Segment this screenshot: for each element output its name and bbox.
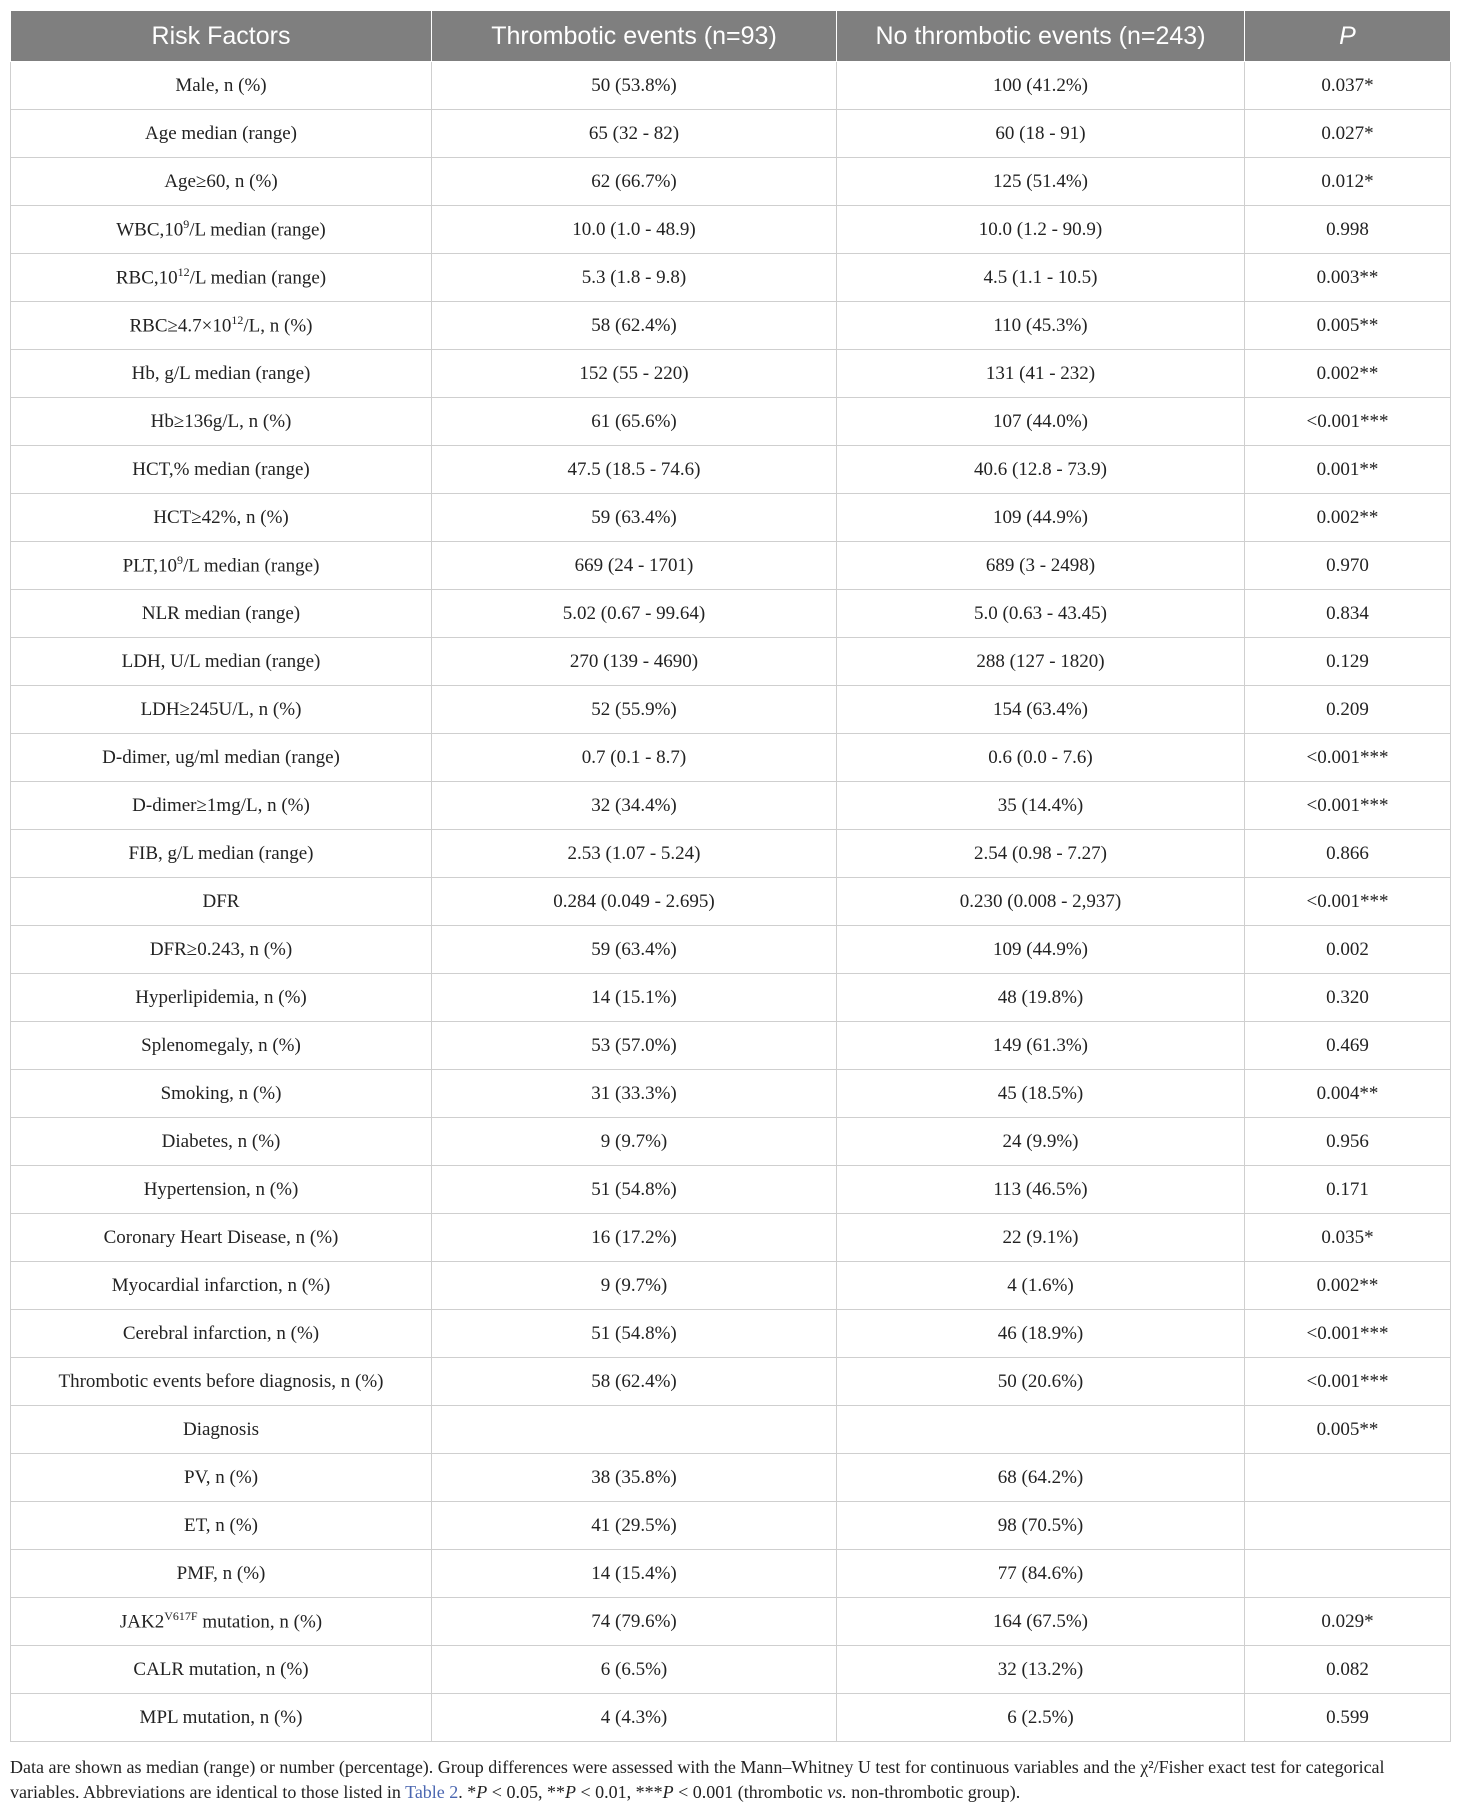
risk-factor-label-tail: /L median (range) bbox=[189, 219, 326, 241]
cell-p-value: <0.001*** bbox=[1245, 1358, 1451, 1406]
cell-no-thrombotic: 164 (67.5%) bbox=[837, 1598, 1245, 1646]
risk-factor-label: Hypertension, n (%) bbox=[143, 1178, 299, 1200]
table-row bbox=[11, 1406, 1451, 1454]
table-row bbox=[11, 1262, 1451, 1310]
cell-risk-factor bbox=[11, 542, 432, 590]
cell-no-thrombotic: 4 (1.6%) bbox=[837, 1262, 1245, 1310]
risk-factor-label: D-dimer≥1mg/L, n (%) bbox=[132, 794, 310, 816]
table-body bbox=[11, 62, 1451, 1742]
risk-factor-label: HCT≥42%, n (%) bbox=[153, 506, 289, 528]
risk-factor-label-tail: mutation, n (%) bbox=[197, 1611, 323, 1633]
table-row bbox=[11, 830, 1451, 878]
cell-no-thrombotic: 98 (70.5%) bbox=[837, 1502, 1245, 1550]
table-row bbox=[11, 206, 1451, 254]
cell-risk-factor bbox=[11, 1310, 432, 1358]
cell-risk-factor bbox=[11, 1694, 432, 1742]
risk-factor-label: Hyperlipidemia, n (%) bbox=[135, 986, 307, 1008]
cell-p-value: 0.998 bbox=[1245, 206, 1451, 254]
risk-factor-superscript: V617F bbox=[164, 1609, 198, 1624]
table-header-row bbox=[11, 11, 1451, 62]
cell-p-value: 0.037* bbox=[1245, 62, 1451, 110]
cell-thrombotic: 58 (62.4%) bbox=[432, 302, 837, 350]
cell-no-thrombotic: 45 (18.5%) bbox=[837, 1070, 1245, 1118]
cell-p-value: <0.001*** bbox=[1245, 398, 1451, 446]
cell-p-value: 0.002** bbox=[1245, 1262, 1451, 1310]
cell-thrombotic: 47.5 (18.5 - 74.6) bbox=[432, 446, 837, 494]
cell-risk-factor bbox=[11, 62, 432, 110]
risk-factor-label: LDH≥245U/L, n (%) bbox=[140, 698, 302, 720]
cell-risk-factor bbox=[11, 398, 432, 446]
risk-factor-label-tail: /L, n (%) bbox=[243, 315, 313, 337]
cell-thrombotic: 51 (54.8%) bbox=[432, 1166, 837, 1214]
cell-risk-factor bbox=[11, 1262, 432, 1310]
cell-p-value: 0.129 bbox=[1245, 638, 1451, 686]
cell-thrombotic: 50 (53.8%) bbox=[432, 62, 837, 110]
cell-no-thrombotic: 288 (127 - 1820) bbox=[837, 638, 1245, 686]
table-2-link[interactable]: Table 2 bbox=[405, 1782, 459, 1802]
cell-risk-factor bbox=[11, 1022, 432, 1070]
table-row bbox=[11, 254, 1451, 302]
risk-factor-label: Diabetes, n (%) bbox=[161, 1130, 281, 1152]
cell-no-thrombotic: 4.5 (1.1 - 10.5) bbox=[837, 254, 1245, 302]
cell-thrombotic: 16 (17.2%) bbox=[432, 1214, 837, 1262]
cell-p-value: 0.001** bbox=[1245, 446, 1451, 494]
risk-factor-label-tail: /L median (range) bbox=[189, 267, 327, 289]
risk-factor-label: NLR median (range) bbox=[141, 602, 301, 624]
cell-no-thrombotic: 0.230 (0.008 - 2,937) bbox=[837, 878, 1245, 926]
cell-no-thrombotic: 60 (18 - 91) bbox=[837, 110, 1245, 158]
footnote-text: non-thrombotic group). bbox=[846, 1782, 1021, 1802]
risk-factor-label: Myocardial infarction, n (%) bbox=[111, 1274, 331, 1296]
risk-factor-superscript: 9 bbox=[183, 217, 190, 232]
cell-p-value: 0.970 bbox=[1245, 542, 1451, 590]
risk-factor-label: DFR≥0.243, n (%) bbox=[149, 938, 293, 960]
cell-no-thrombotic: 149 (61.3%) bbox=[837, 1022, 1245, 1070]
table-row bbox=[11, 638, 1451, 686]
cell-risk-factor bbox=[11, 1454, 432, 1502]
cell-no-thrombotic: 24 (9.9%) bbox=[837, 1118, 1245, 1166]
table-row bbox=[11, 1454, 1451, 1502]
risk-factor-label: DFR bbox=[202, 890, 240, 912]
cell-thrombotic: 51 (54.8%) bbox=[432, 1310, 837, 1358]
cell-no-thrombotic: 32 (13.2%) bbox=[837, 1646, 1245, 1694]
risk-factor-label: Hb, g/L median (range) bbox=[131, 362, 311, 384]
cell-p-value: 0.004** bbox=[1245, 1070, 1451, 1118]
footnote-p-symbol: P bbox=[564, 1782, 576, 1802]
risk-factor-label: PV, n (%) bbox=[183, 1466, 259, 1488]
risk-factor-label: LDH, U/L median (range) bbox=[121, 650, 321, 672]
cell-thrombotic: 32 (34.4%) bbox=[432, 782, 837, 830]
cell-thrombotic: 58 (62.4%) bbox=[432, 1358, 837, 1406]
header-no-thrombotic: No thrombotic events (n=243) bbox=[837, 11, 1245, 62]
risk-factor-label: Splenomegaly, n (%) bbox=[141, 1034, 301, 1056]
risk-factor-label-tail: /L median (range) bbox=[182, 555, 320, 577]
cell-risk-factor bbox=[11, 254, 432, 302]
cell-risk-factor bbox=[11, 1118, 432, 1166]
cell-no-thrombotic: 50 (20.6%) bbox=[837, 1358, 1245, 1406]
footnote-text: Data are shown as median (range) or number (percentage). Group differences were assessed with the Mann–Whitney U test for continuous variables and the χ²/Fisher exact test for categorical variables. Abbreviations are identical to those listed in bbox=[10, 1757, 1385, 1802]
footnote-vs: vs. bbox=[827, 1782, 847, 1802]
cell-thrombotic: 53 (57.0%) bbox=[432, 1022, 837, 1070]
table-footnote bbox=[10, 1755, 1450, 1805]
table-row bbox=[11, 1502, 1451, 1550]
risk-factor-label: RBC,10 bbox=[115, 267, 178, 289]
cell-no-thrombotic: 113 (46.5%) bbox=[837, 1166, 1245, 1214]
risk-factor-label: ET, n (%) bbox=[183, 1514, 259, 1536]
header-risk-factors: Risk Factors bbox=[11, 11, 432, 62]
table-row bbox=[11, 1598, 1451, 1646]
cell-p-value: 0.469 bbox=[1245, 1022, 1451, 1070]
cell-thrombotic: 14 (15.4%) bbox=[432, 1550, 837, 1598]
cell-risk-factor bbox=[11, 1598, 432, 1646]
table-row bbox=[11, 350, 1451, 398]
cell-no-thrombotic: 46 (18.9%) bbox=[837, 1310, 1245, 1358]
cell-no-thrombotic: 107 (44.0%) bbox=[837, 398, 1245, 446]
cell-p-value bbox=[1245, 1502, 1451, 1550]
cell-risk-factor bbox=[11, 1502, 432, 1550]
cell-risk-factor bbox=[11, 110, 432, 158]
cell-thrombotic: 5.3 (1.8 - 9.8) bbox=[432, 254, 837, 302]
header-thrombotic: Thrombotic events (n=93) bbox=[432, 11, 837, 62]
cell-thrombotic: 62 (66.7%) bbox=[432, 158, 837, 206]
cell-no-thrombotic: 0.6 (0.0 - 7.6) bbox=[837, 734, 1245, 782]
cell-no-thrombotic: 48 (19.8%) bbox=[837, 974, 1245, 1022]
footnote-text: . * bbox=[458, 1782, 477, 1802]
cell-thrombotic: 2.53 (1.07 - 5.24) bbox=[432, 830, 837, 878]
footnote-text: < 0.05, ** bbox=[487, 1782, 565, 1802]
cell-risk-factor bbox=[11, 974, 432, 1022]
cell-thrombotic: 14 (15.1%) bbox=[432, 974, 837, 1022]
footnote-p-symbol: P bbox=[476, 1782, 488, 1802]
cell-risk-factor bbox=[11, 590, 432, 638]
cell-risk-factor bbox=[11, 494, 432, 542]
risk-factor-superscript: 12 bbox=[177, 265, 190, 280]
risk-factor-label: MPL mutation, n (%) bbox=[139, 1706, 303, 1728]
cell-p-value: 0.005** bbox=[1245, 302, 1451, 350]
cell-thrombotic: 74 (79.6%) bbox=[432, 1598, 837, 1646]
footnote-text: < 0.01, *** bbox=[575, 1782, 663, 1802]
cell-no-thrombotic: 109 (44.9%) bbox=[837, 494, 1245, 542]
cell-no-thrombotic: 689 (3 - 2498) bbox=[837, 542, 1245, 590]
cell-thrombotic: 52 (55.9%) bbox=[432, 686, 837, 734]
cell-no-thrombotic: 154 (63.4%) bbox=[837, 686, 1245, 734]
cell-risk-factor bbox=[11, 206, 432, 254]
risk-factor-label: Age median (range) bbox=[145, 122, 297, 144]
cell-no-thrombotic: 2.54 (0.98 - 7.27) bbox=[837, 830, 1245, 878]
cell-no-thrombotic: 110 (45.3%) bbox=[837, 302, 1245, 350]
cell-risk-factor bbox=[11, 1070, 432, 1118]
cell-risk-factor bbox=[11, 686, 432, 734]
cell-risk-factor bbox=[11, 1646, 432, 1694]
cell-no-thrombotic: 35 (14.4%) bbox=[837, 782, 1245, 830]
risk-factor-label: CALR mutation, n (%) bbox=[133, 1658, 309, 1680]
cell-risk-factor bbox=[11, 1406, 432, 1454]
cell-p-value: 0.956 bbox=[1245, 1118, 1451, 1166]
cell-risk-factor bbox=[11, 1550, 432, 1598]
cell-thrombotic: 9 (9.7%) bbox=[432, 1118, 837, 1166]
cell-p-value: <0.001*** bbox=[1245, 1310, 1451, 1358]
cell-p-value: 0.171 bbox=[1245, 1166, 1451, 1214]
risk-factor-label: Smoking, n (%) bbox=[160, 1082, 282, 1104]
cell-thrombotic: 0.284 (0.049 - 2.695) bbox=[432, 878, 837, 926]
cell-no-thrombotic: 125 (51.4%) bbox=[837, 158, 1245, 206]
risk-factor-label: Coronary Heart Disease, n (%) bbox=[103, 1226, 339, 1248]
cell-p-value: 0.035* bbox=[1245, 1214, 1451, 1262]
cell-thrombotic: 59 (63.4%) bbox=[432, 494, 837, 542]
cell-p-value: <0.001*** bbox=[1245, 734, 1451, 782]
cell-thrombotic: 4 (4.3%) bbox=[432, 1694, 837, 1742]
cell-no-thrombotic: 68 (64.2%) bbox=[837, 1454, 1245, 1502]
table-row bbox=[11, 1118, 1451, 1166]
table-row bbox=[11, 110, 1451, 158]
cell-p-value: 0.002** bbox=[1245, 350, 1451, 398]
cell-risk-factor bbox=[11, 350, 432, 398]
cell-thrombotic: 65 (32 - 82) bbox=[432, 110, 837, 158]
footnote-text: < 0.001 (thrombotic bbox=[673, 1782, 828, 1802]
cell-no-thrombotic bbox=[837, 1406, 1245, 1454]
cell-thrombotic: 38 (35.8%) bbox=[432, 1454, 837, 1502]
table-row bbox=[11, 62, 1451, 110]
table-row bbox=[11, 1358, 1451, 1406]
cell-risk-factor bbox=[11, 1214, 432, 1262]
data-table-container bbox=[10, 10, 1450, 1742]
risk-factor-label: Diagnosis bbox=[183, 1418, 259, 1440]
table-row bbox=[11, 398, 1451, 446]
table-row bbox=[11, 1070, 1451, 1118]
risk-factor-label: RBC≥4.7×10 bbox=[129, 315, 232, 337]
cell-p-value bbox=[1245, 1550, 1451, 1598]
cell-risk-factor bbox=[11, 878, 432, 926]
table-row bbox=[11, 1646, 1451, 1694]
cell-p-value: 0.005** bbox=[1245, 1406, 1451, 1454]
cell-thrombotic: 41 (29.5%) bbox=[432, 1502, 837, 1550]
cell-p-value: 0.002** bbox=[1245, 494, 1451, 542]
cell-p-value: 0.027* bbox=[1245, 110, 1451, 158]
cell-p-value: 0.002 bbox=[1245, 926, 1451, 974]
table-row bbox=[11, 542, 1451, 590]
cell-thrombotic: 10.0 (1.0 - 48.9) bbox=[432, 206, 837, 254]
risk-factor-label: Male, n (%) bbox=[175, 74, 267, 96]
table-row bbox=[11, 686, 1451, 734]
cell-p-value: <0.001*** bbox=[1245, 782, 1451, 830]
header-p-value: P bbox=[1245, 11, 1451, 62]
risk-factor-label: HCT,% median (range) bbox=[132, 458, 310, 480]
cell-p-value: 0.599 bbox=[1245, 1694, 1451, 1742]
cell-risk-factor bbox=[11, 830, 432, 878]
cell-risk-factor bbox=[11, 446, 432, 494]
table-row bbox=[11, 1214, 1451, 1262]
cell-p-value: 0.029* bbox=[1245, 1598, 1451, 1646]
risk-factor-label: PLT,10 bbox=[122, 555, 177, 577]
cell-thrombotic: 5.02 (0.67 - 99.64) bbox=[432, 590, 837, 638]
risk-factor-superscript: 9 bbox=[176, 553, 183, 568]
cell-no-thrombotic: 10.0 (1.2 - 90.9) bbox=[837, 206, 1245, 254]
risk-factor-label: Hb≥136g/L, n (%) bbox=[150, 410, 292, 432]
cell-no-thrombotic: 6 (2.5%) bbox=[837, 1694, 1245, 1742]
cell-no-thrombotic: 109 (44.9%) bbox=[837, 926, 1245, 974]
cell-p-value: 0.320 bbox=[1245, 974, 1451, 1022]
risk-factor-superscript: 12 bbox=[231, 313, 244, 328]
table-row bbox=[11, 590, 1451, 638]
cell-risk-factor bbox=[11, 926, 432, 974]
table-row bbox=[11, 1310, 1451, 1358]
cell-no-thrombotic: 5.0 (0.63 - 43.45) bbox=[837, 590, 1245, 638]
cell-thrombotic: 669 (24 - 1701) bbox=[432, 542, 837, 590]
table-row bbox=[11, 974, 1451, 1022]
cell-no-thrombotic: 40.6 (12.8 - 73.9) bbox=[837, 446, 1245, 494]
cell-no-thrombotic: 22 (9.1%) bbox=[837, 1214, 1245, 1262]
table-row bbox=[11, 926, 1451, 974]
table-row bbox=[11, 878, 1451, 926]
risk-factor-label: Age≥60, n (%) bbox=[164, 170, 278, 192]
cell-p-value bbox=[1245, 1454, 1451, 1502]
risk-factor-label: D-dimer, ug/ml median (range) bbox=[102, 746, 340, 768]
table-row bbox=[11, 1694, 1451, 1742]
risk-factor-label: JAK2 bbox=[119, 1611, 165, 1633]
cell-thrombotic: 9 (9.7%) bbox=[432, 1262, 837, 1310]
cell-risk-factor bbox=[11, 782, 432, 830]
cell-no-thrombotic: 77 (84.6%) bbox=[837, 1550, 1245, 1598]
cell-thrombotic bbox=[432, 1406, 837, 1454]
table-row bbox=[11, 1022, 1451, 1070]
cell-p-value: 0.866 bbox=[1245, 830, 1451, 878]
cell-p-value: <0.001*** bbox=[1245, 878, 1451, 926]
risk-factors-table bbox=[10, 10, 1451, 1742]
cell-thrombotic: 61 (65.6%) bbox=[432, 398, 837, 446]
risk-factor-label: WBC,10 bbox=[116, 219, 184, 241]
cell-p-value: 0.012* bbox=[1245, 158, 1451, 206]
cell-thrombotic: 270 (139 - 4690) bbox=[432, 638, 837, 686]
risk-factor-label: PMF, n (%) bbox=[176, 1562, 266, 1584]
cell-risk-factor bbox=[11, 734, 432, 782]
cell-risk-factor bbox=[11, 1166, 432, 1214]
cell-p-value: 0.082 bbox=[1245, 1646, 1451, 1694]
table-row bbox=[11, 1550, 1451, 1598]
table-row bbox=[11, 302, 1451, 350]
cell-thrombotic: 0.7 (0.1 - 8.7) bbox=[432, 734, 837, 782]
cell-no-thrombotic: 100 (41.2%) bbox=[837, 62, 1245, 110]
cell-p-value: 0.003** bbox=[1245, 254, 1451, 302]
cell-thrombotic: 152 (55 - 220) bbox=[432, 350, 837, 398]
cell-thrombotic: 31 (33.3%) bbox=[432, 1070, 837, 1118]
risk-factor-label: Thrombotic events before diagnosis, n (%) bbox=[58, 1370, 384, 1392]
cell-p-value: 0.209 bbox=[1245, 686, 1451, 734]
table-row bbox=[11, 494, 1451, 542]
table-row bbox=[11, 1166, 1451, 1214]
table-row bbox=[11, 734, 1451, 782]
risk-factor-label: Cerebral infarction, n (%) bbox=[122, 1322, 320, 1344]
cell-risk-factor bbox=[11, 302, 432, 350]
cell-risk-factor bbox=[11, 638, 432, 686]
risk-factor-label: FIB, g/L median (range) bbox=[128, 842, 314, 864]
cell-p-value: 0.834 bbox=[1245, 590, 1451, 638]
cell-thrombotic: 59 (63.4%) bbox=[432, 926, 837, 974]
cell-no-thrombotic: 131 (41 - 232) bbox=[837, 350, 1245, 398]
footnote-p-symbol: P bbox=[662, 1782, 674, 1802]
table-row bbox=[11, 158, 1451, 206]
table-row bbox=[11, 446, 1451, 494]
cell-risk-factor bbox=[11, 1358, 432, 1406]
cell-thrombotic: 6 (6.5%) bbox=[432, 1646, 837, 1694]
table-row bbox=[11, 782, 1451, 830]
cell-risk-factor bbox=[11, 158, 432, 206]
